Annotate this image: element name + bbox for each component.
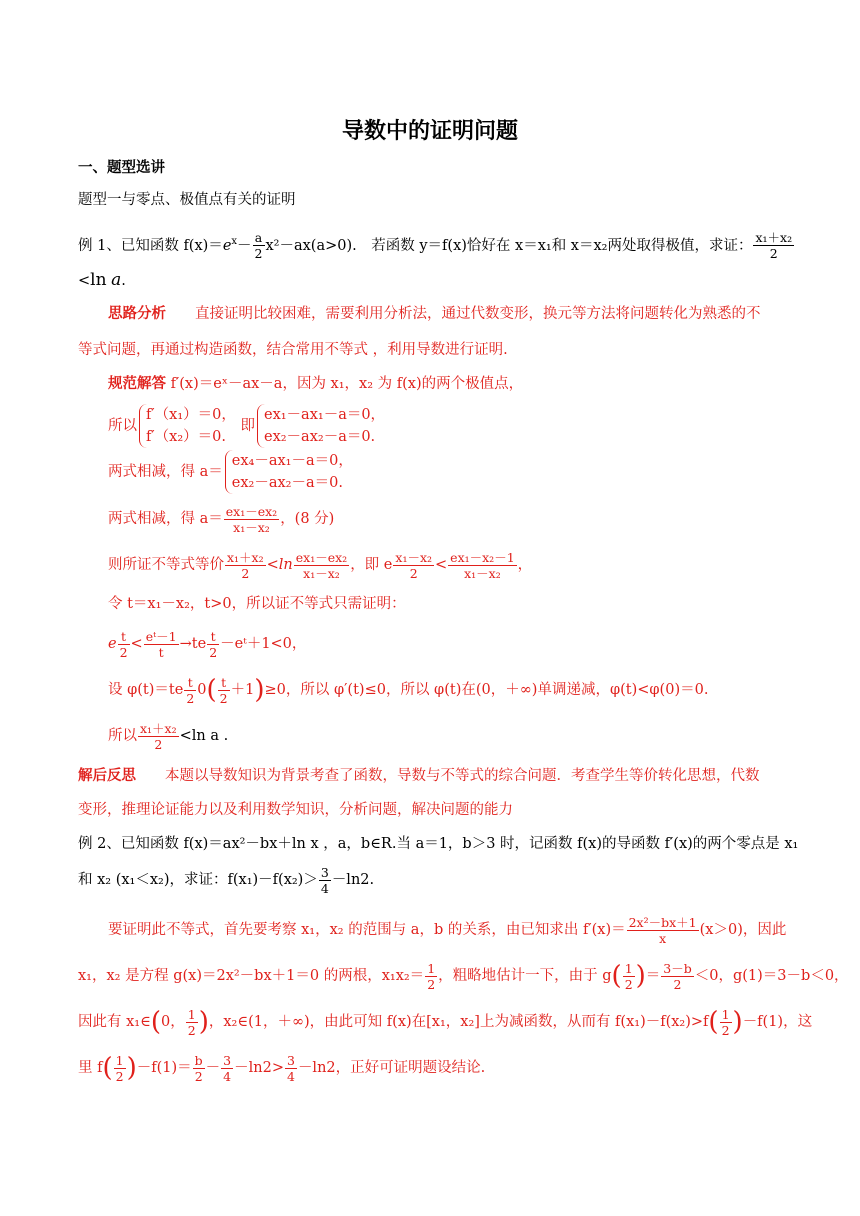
example-2-analysis-line-2: x₁，x₂ 是方程 g(x)＝2x²－bx＋1＝0 的两根，x₁x₂＝ $\frac{1}{2}$ ，粗略地估计一下，由于 g( $\frac{1}{2}$ )＝ $\frac{3-b}{2}$ ＜0，g(1)＝3－b＜0，	[78, 960, 849, 992]
analysis-line-1: 思路分析 直接证明比较困难，需要利用分析法，通过代数变形，换元等方法将问题转化为熟悉的不	[108, 305, 761, 322]
page-title: 导数中的证明问题	[341, 118, 518, 144]
solution-label: 规范解答	[108, 375, 166, 392]
section-heading: 一、题型选讲	[78, 159, 165, 176]
frac-a-over-2: $\frac{a}{2}$	[254, 230, 263, 262]
solution-line-7: e $\frac{t}{2}$ < $\frac{\text{eᵗ－1}}{t}$ →te $\frac{t}{2}$ －eᵗ＋1<0，	[108, 628, 307, 660]
solution-line-6: 令 t＝x₁－x₂，t>0，所以证不等式只需证明：	[108, 596, 406, 612]
system-1: f′（x₁）＝0， f′（x₂）＝0.	[139, 404, 236, 448]
solution-line-9: 所以 $\frac{\text{x₁＋x₂}}{2}$ <ln a .	[108, 720, 229, 752]
reflection-line-1: 解后反思 本题以导数知识为背景考查了函数，导数与不等式的综合问题．考查学生等价转化思想，代数	[78, 767, 760, 784]
solution-line-8: 设 φ(t)＝te $\frac{t}{2}$ 0( $\frac{t}{2}$ ＋1)≥0，所以 φ′(t)≤0，所以 φ(t)在(0，＋∞)单调递减，φ(t)<φ(0)＝0.	[108, 674, 709, 706]
type-heading: 题型一与零点、极值点有关的证明	[78, 192, 296, 208]
system-2: ex₁－ax₁－a＝0， ex₂－ax₂－a＝0.	[257, 404, 385, 448]
solution-line-5: 则所证不等式等价 $\frac{\text{x₁＋x₂}}{2}$ <ln $\frac{\text{ex₁－ex₂}}{\text{x₁－x₂}}$ ，即 e $\frac{\text{x₁－x₂}}{2}$ < $\frac{\text{ex₁－x₂－1}}{\text{x₁－x₂}}$ ，	[108, 549, 533, 581]
system-3: ex₄－ax₁－a＝0， ex₂－ax₂－a＝0.	[225, 450, 353, 494]
solution-line-3: 两式相减，得 a＝ ex₄－ax₁－a＝0， ex₂－ax₂－a＝0.	[108, 448, 353, 496]
example-2-analysis-line-4: 里 f( $\frac{1}{2}$ )－f(1)＝ $\frac{b}{2}$ － $\frac{3}{4}$ －ln2> $\frac{3}{4}$ －ln2，正好可证明题设结论.	[78, 1052, 486, 1084]
example-2-analysis-line-1: 要证明此不等式，首先要考察 x₁，x₂ 的范围与 a，b 的关系，由已知求出 f′(x)＝ $\frac{\text{2x²－bx＋1}}{x}$ (x＞0)，因此	[108, 914, 787, 946]
reflection-line-2: 变形，推理论证能力以及利用数学知识，分析问题，解决问题的能力	[78, 802, 513, 818]
reflection-label: 解后反思	[78, 767, 136, 784]
analysis-line-2: 等式问题，再通过构造函数，结合常用不等式 ，利用导数进行证明.	[78, 342, 508, 358]
solution-line-4: 两式相减，得 a＝ $\frac{\text{ex₁－ex₂}}{\text{x₁－x₂}}$ ，(8 分)	[108, 503, 335, 535]
example-2-line-2: 和 x₂ (x₁＜x₂)，求证：f(x₁)－f(x₂)＞ $\frac{3}{4}$ －ln2.	[78, 864, 375, 896]
example-1-conclusion: <ln a.	[78, 270, 126, 290]
solution-line-1: 规范解答 f′(x)＝eˣ－ax－a，因为 x₁，x₂ 为 f(x)的两个极值点，	[108, 375, 524, 392]
example-2-analysis-line-3: 因此有 x₁∈(0， $\frac{1}{2}$ )，x₂∈(1，＋∞)，由此可知 f(x)在[x₁，x₂]上为减函数，从而有 f(x₁)－f(x₂)>f( $\frac{1}{2}$ )－f(1)，这	[78, 1006, 813, 1038]
analysis-label: 思路分析	[108, 305, 166, 322]
example-1-statement: 例 1、已知函数 $f(x)=e^x-$ $\frac{a}{2}$ x²－ax(a>0). 若函数 y＝f(x)恰好在 x＝x₁和 x＝x₂两处取得极值，求证： $\frac{\text{x₁＋x₂}}{2}$	[78, 230, 793, 262]
example-2-line-1: 例 2、已知函数 f(x)＝ax²－bx＋ln x ，a，b∈R.当 a＝1，b＞3 时，记函数 f(x)的导函数 f′(x)的两个零点是 x₁	[78, 836, 799, 852]
frac-result: $\frac{\text{x₁＋x₂}}{2}$	[755, 230, 793, 262]
solution-line-2: 所以 f′（x₁）＝0， f′（x₂）＝0. 即 ex₁－ax₁－a＝0， ex₂－ax₂－a＝0.	[108, 402, 385, 450]
